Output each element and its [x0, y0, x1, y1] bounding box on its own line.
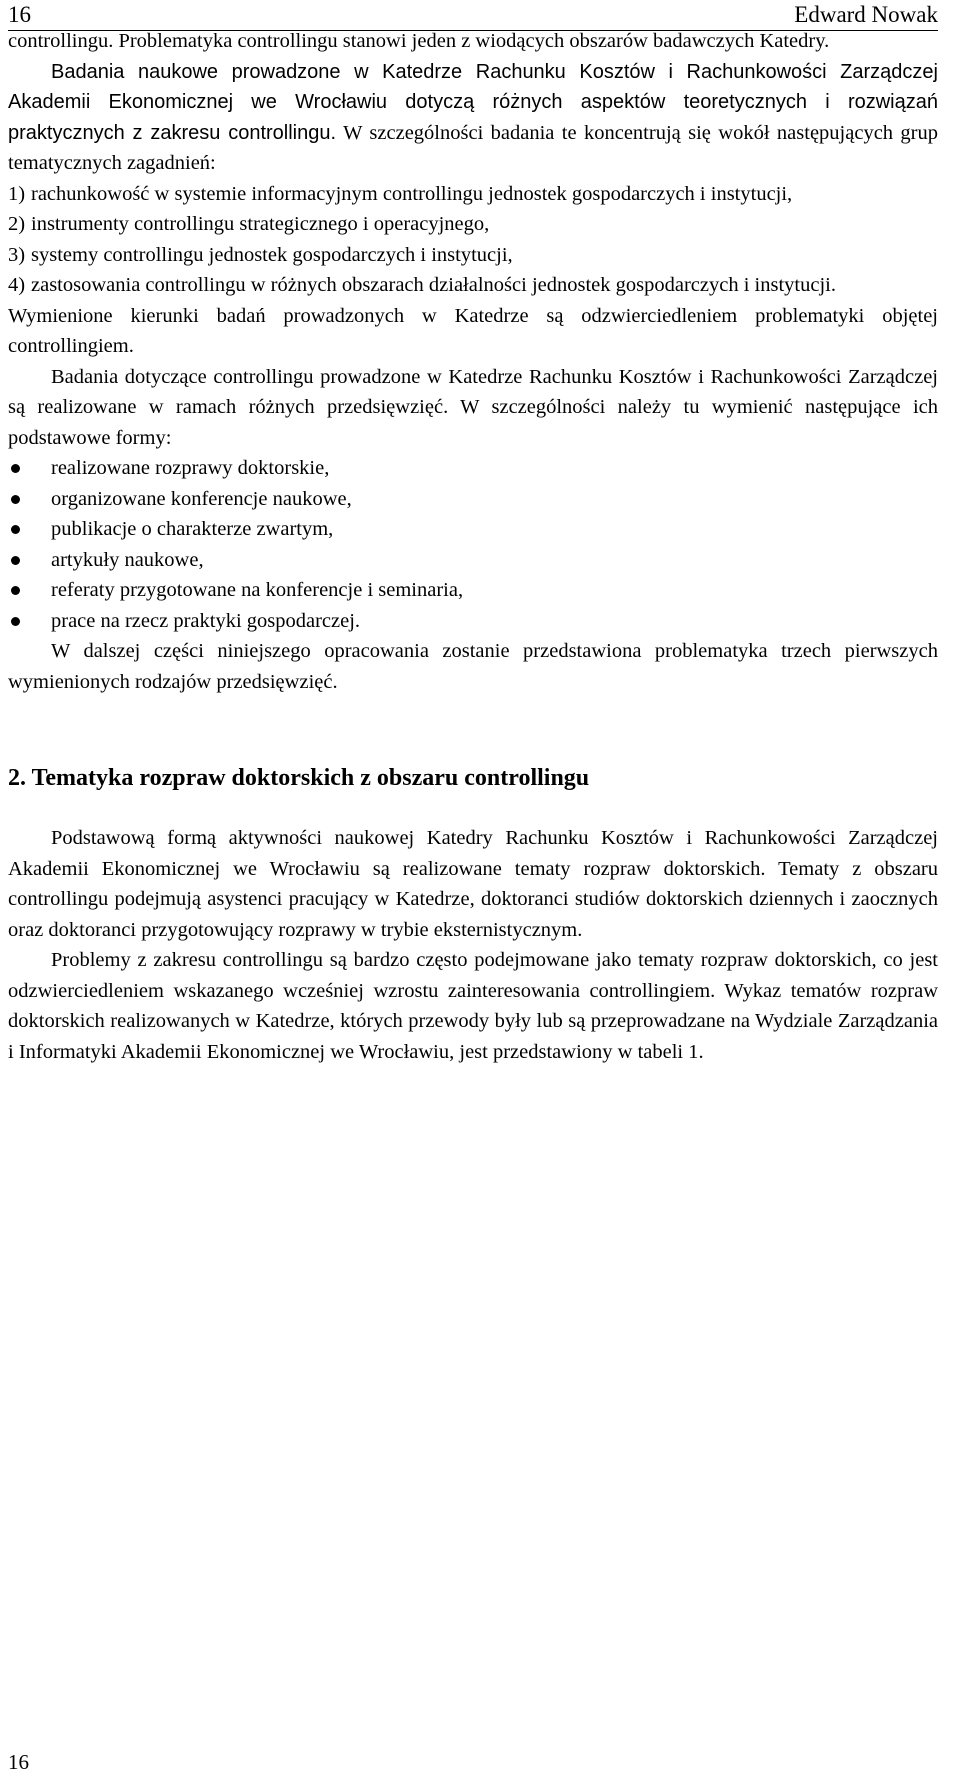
bullet-item-text: artykuły naukowe, — [51, 548, 204, 571]
paragraph-directions: Wymienione kierunki badań prowadzonych w Katedrze są odzwierciedleniem problematyki objętej controllingiem. — [8, 304, 938, 357]
bullet-item-text: prace na rzecz praktyki gospodarczej. — [51, 609, 361, 632]
bullet-item — [8, 514, 938, 545]
bullet-item-text: referaty przygotowane na konferencje i seminaria, — [51, 579, 464, 601]
header-author: Edward Nowak — [794, 2, 938, 27]
paragraph-research-scope-serif: W szczególności badania te koncentrują się wokół następujących grup tematycznych zagadnień: — [8, 121, 939, 174]
list-item-number: 1) — [8, 182, 26, 205]
footer-page-number: 16 — [8, 1750, 29, 1774]
heading-spacer — [8, 795, 938, 823]
bullet-dot-icon — [11, 525, 20, 534]
list-item-number: 3) — [8, 243, 26, 266]
paragraph-doctoral-topics: Podstawową formą aktywności naukowej Katedry Rachunku Kosztów i Rachunkowości Zarządczej Akademii Ekonomicznej we Wrocławiu są realizowane tematy rozpraw doktorskich. Tematy z obszaru controllingu podejmują asystenci pracujący w Katedrze, doktoranci studiów doktorskich dziennych i zaocznych oraz doktoranci przygotowujący rozprawy w trybie eksternistycznym. — [8, 827, 938, 941]
list-item-number: 4) — [8, 274, 26, 296]
bullet-dot-icon — [11, 464, 20, 473]
list-item — [8, 240, 938, 271]
list-item-text: zastosowania controllingu w różnych obszarach działalności jednostek gospodarczych i instytucji. — [31, 274, 836, 296]
bullet-dot-icon — [11, 556, 20, 565]
list-item — [8, 270, 938, 301]
bullet-item-text: organizowane konferencje naukowe, — [51, 487, 352, 510]
list-item-text: rachunkowość w systemie informacyjnym controllingu jednostek gospodarczych i instytucji, — [31, 182, 793, 205]
list-item-text: systemy controllingu jednostek gospodarczych i instytucji, — [31, 243, 513, 266]
paragraph-continuation: controllingu. Problematyka controllingu stanowi jeden z wiodących obszarów badawczych Katedry. — [8, 30, 830, 52]
paragraph-doctoral-problems: Problemy z zakresu controllingu są bardzo często podejmowane jako tematy rozpraw doktorskich, co jest odzwierciedleniem wskazanego wcześniej wzrostu zainteresowania controllingiem. Wykaz tematów rozpraw doktorskich realizowanych w Katedrze, których przewody były lub są przeprowadzane na Wydziale Zarządzania i Informatyki Akademii Ekonomicznej we Wrocławiu, jest przedstawiony w tabeli 1. — [8, 949, 938, 1063]
list-item-number: 2) — [8, 213, 26, 235]
bullet-dot-icon — [11, 495, 20, 504]
header-page-number: 16 — [8, 2, 31, 27]
bullet-item — [8, 575, 938, 606]
list-item — [8, 209, 938, 240]
paragraph-research-scope-sans: Badania naukowe prowadzone w Katedrze Rachunku Kosztów i Rachunkowości Zarządczej Akademii Ekonomicznej we Wrocławiu dotyczą różnych aspektów teoretycznych i rozwiązań praktycznych z zakresu controllingu. — [8, 60, 938, 144]
bullet-item-text: realizowane rozprawy doktorskie, — [51, 457, 330, 479]
bullet-item — [8, 453, 938, 484]
list-item-text: instrumenty controllingu strategicznego i operacyjnego, — [31, 213, 490, 235]
paragraph-research-scope — [8, 57, 938, 179]
bullet-item — [8, 545, 938, 576]
paragraph-further: W dalszej części niniejszego opracowania zostanie przedstawiona problematyka trzech pierwszych wymienionych rodzajów przedsięwzięć. — [8, 640, 938, 693]
bullet-dot-icon — [11, 617, 20, 626]
bullet-item — [8, 484, 938, 515]
bullet-dot-icon — [11, 586, 20, 595]
paragraph-forms: Badania dotyczące controllingu prowadzone w Katedrze Rachunku Kosztów i Rachunkowości Zarządczej są realizowane w ramach różnych przedsięwzięć. W szczególności należy tu wymienić następujące ich podstawowe formy: — [8, 365, 938, 449]
list-item — [8, 179, 938, 210]
section-heading: 2. Tematyka rozpraw doktorskich z obszaru controllingu — [8, 765, 590, 791]
bullet-item — [8, 606, 938, 637]
forms-bullet-list — [8, 453, 938, 636]
page-content — [8, 26, 938, 1067]
bullet-item-text: publikacje o charakterze zwartym, — [51, 518, 334, 540]
research-topics-list — [8, 179, 938, 301]
